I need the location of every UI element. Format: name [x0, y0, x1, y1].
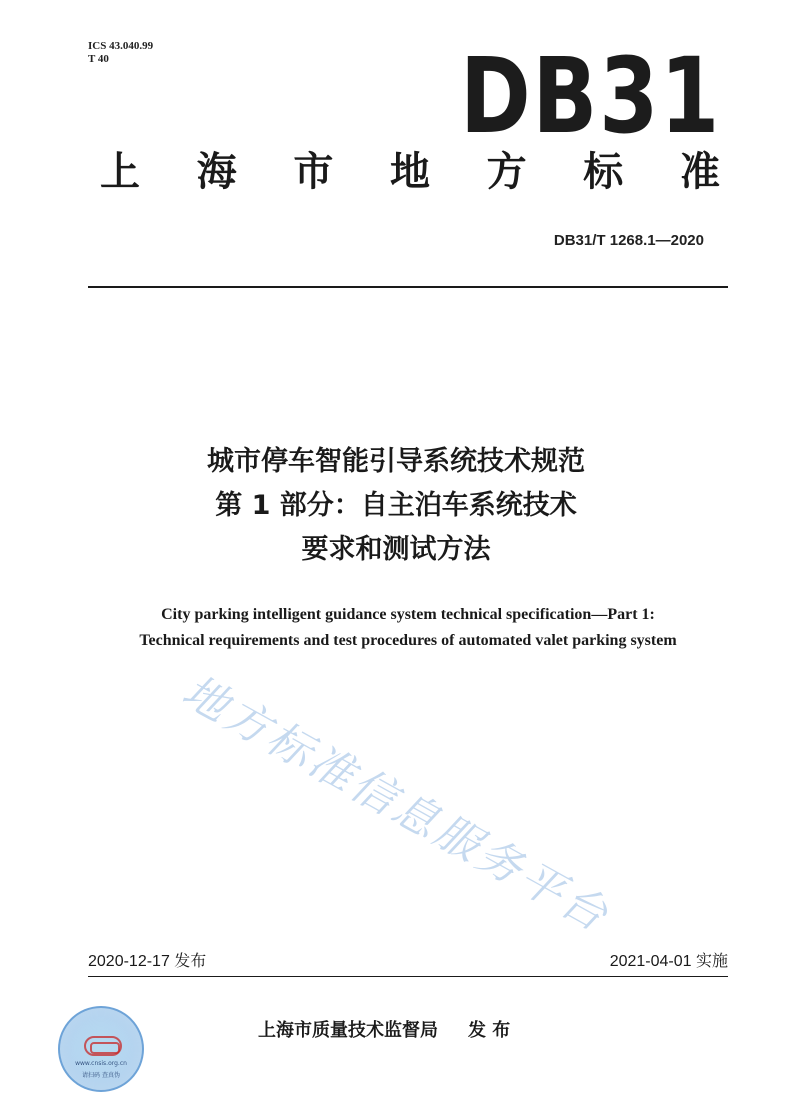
effective-date: 2021-04-01 实施	[609, 953, 728, 970]
publisher-name: 上海市质量技术监督局	[258, 1020, 438, 1041]
publish-date: 2020-12-17 发布	[88, 953, 207, 970]
title-en-line-1: City parking intelligent guidance system technical specification—Part 1:	[161, 606, 655, 623]
title-cn-line-3: 要求和测试方法	[301, 534, 491, 565]
watermark: 地方标准信息服务平台	[173, 665, 619, 943]
seal-caption: 请扫码 查真伪	[82, 1072, 120, 1079]
header-divider	[88, 286, 728, 288]
footer-divider	[88, 976, 728, 977]
title-cn-line-2: 第 1 部分：自主泊车系统技术	[215, 490, 577, 521]
standard-type-char: 上	[100, 149, 140, 195]
classification-code: T 40	[88, 53, 109, 65]
standard-type-char: 准	[679, 149, 720, 195]
standard-code: DB31/T 1268.1—2020	[553, 232, 704, 249]
publisher-issue: 发 布	[468, 1020, 511, 1041]
standard-type-char: 地	[389, 149, 430, 195]
title-en-line-2: Technical requirements and test procedures of automated valet parking system	[139, 632, 677, 649]
standard-type-char: 标	[583, 149, 624, 195]
seal-emblem-icon	[84, 1036, 122, 1056]
seal-caption: www.cnsis.org.cn	[75, 1060, 127, 1067]
standard-type-char: 方	[486, 149, 527, 195]
title-cn-line-1: 城市停车智能引导系统技术规范	[207, 446, 585, 477]
standard-type-title	[100, 149, 720, 195]
standard-type-char: 市	[293, 149, 334, 195]
ics-code: ICS 43.040.99	[88, 40, 154, 52]
authentication-seal	[58, 1006, 144, 1092]
ics-block	[88, 40, 153, 66]
db31-logo: DB31	[460, 35, 722, 157]
publisher	[258, 1016, 510, 1042]
standard-type-char: 海	[196, 149, 237, 195]
